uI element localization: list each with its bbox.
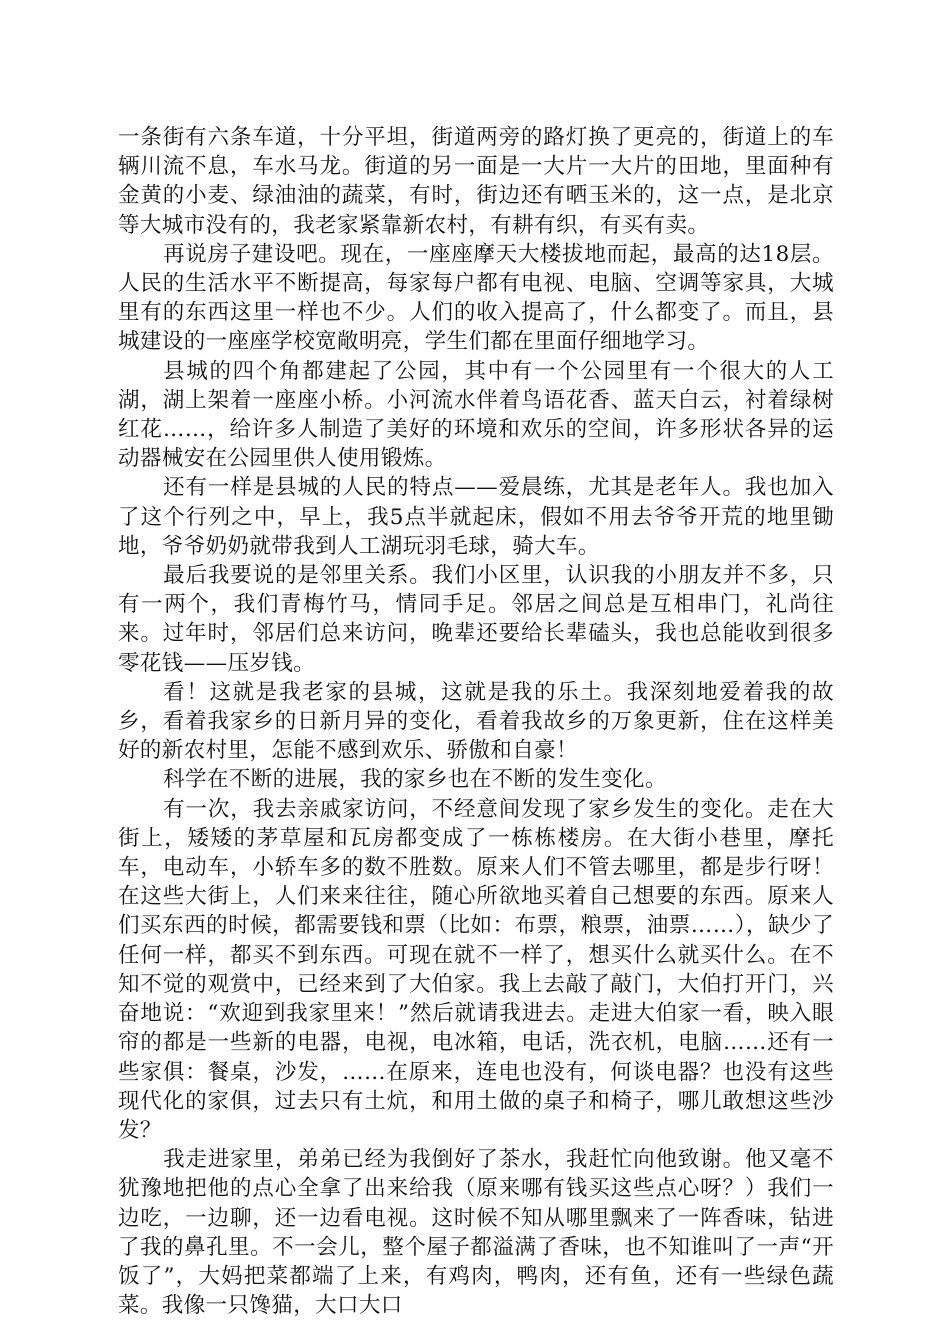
paragraph: 最后我要说的是邻里关系。我们小区里，认识我的小朋友并不多，只有一两个，我们青梅竹马，情同手足。邻居之间总是互相串门，礼尚往来。过年时，邻居们总来访问，晚辈还要给长辈磕头，我也总能收到很多零花钱——压岁钱。 [118, 563, 834, 676]
document-body [118, 123, 834, 1320]
paragraph: 我走进家里，弟弟已经为我倒好了茶水，我赶忙向他致谢。他又毫不犹豫地把他的点心全拿了出来给我（原来哪有钱买这些点心呀？）我们一边吃，一边聊，还一边看电视。这时候不知从哪里飘来了一阵香味，钻进了我的鼻孔里。不一会儿，整个屋子都溢满了香味，也不知谁叫了一声“开饭了”，大妈把菜都端了上来，有鸡肉，鸭肉，还有鱼，还有一些绿色蔬菜。我像一只馋猫，大口大口 [118, 1147, 834, 1319]
paragraph: 看！这就是我老家的县城，这就是我的乐土。我深刻地爱着我的故乡，看着我家乡的日新月异的变化，看着我故乡的万象更新，住在这样美好的新农村里，怎能不感到欢乐、骄傲和自豪！ [118, 679, 834, 764]
paragraph: 科学在不断的进展，我的家乡也在不断的发生变化。 [163, 767, 667, 793]
paragraph: 有一次，我去亲戚家访问，不经意间发现了家乡发生的变化。走在大街上，矮矮的茅草屋和瓦房都变成了一栋栋楼房。在大街小巷里，摩托车，电动车，小轿车多的数不胜数。原来人们不管去哪里，都是步行呀！在这些大街上，人们来来往往，随心所欲地买着自己想要的东西。原来人们买东西的时候，都需要钱和票（比如：布票，粮票，油票……），缺少了任何一样，都买不到东西。可现在就不一样了，想买什么就买什么。在不知不觉的观赏中，已经来到了大伯家。我上去敲了敲门，大伯打开门，兴奋地说：“欢迎到我家里来！”然后就请我进去。走进大伯家一看，映入眼帘的都是一些新的电器，电视，电冰箱，电话，洗衣机，电脑……还有一些家俱：餐桌，沙发，……在原来，连电也没有，何谈电器？也没有这些现代化的家俱，过去只有土炕，和用土做的桌子和椅子，哪儿敢想这些沙发？ [118, 796, 834, 1143]
paragraph: 一条街有六条车道，十分平坦，街道两旁的路灯换了更亮的，街道上的车辆川流不息，车水马龙。街道的另一面是一大片一大片的田地，里面种有金黄的小麦、绿油油的蔬菜，有时，街边还有晒玉米的，这一点，是北京等大城市没有的，我老家紧靠新农村，有耕有织，有买有卖。 [118, 125, 834, 238]
paragraph: 还有一样是县城的人民的特点——爱晨练，尤其是老年人。我也加入了这个行列之中，早上，我5点半就起床，假如不用去爷爷开荒的地里锄地，爷爷奶奶就带我到人工湖玩羽毛球，骑大车。 [118, 475, 834, 559]
paragraph: 再说房子建设吧。现在，一座座摩天大楼拔地而起，最高的达18层。人民的生活水平不断提高，每家每户都有电视、电脑、空调等家具，大城里有的东西这里一样也不少。人们的收入提高了，什么都变了。而且，县城建设的一座座学校宽敞明亮，学生们都在里面仔细地学习。 [118, 241, 834, 355]
paragraph: 县城的四个角都建起了公园，其中有一个公园里有一个很大的人工湖，湖上架着一座座小桥。小河流水伴着鸟语花香、蓝天白云，衬着绿树红花……，给许多人制造了美好的环境和欢乐的空间，许多形状各异的运动器械安在公园里供人使用锻炼。 [118, 358, 834, 472]
